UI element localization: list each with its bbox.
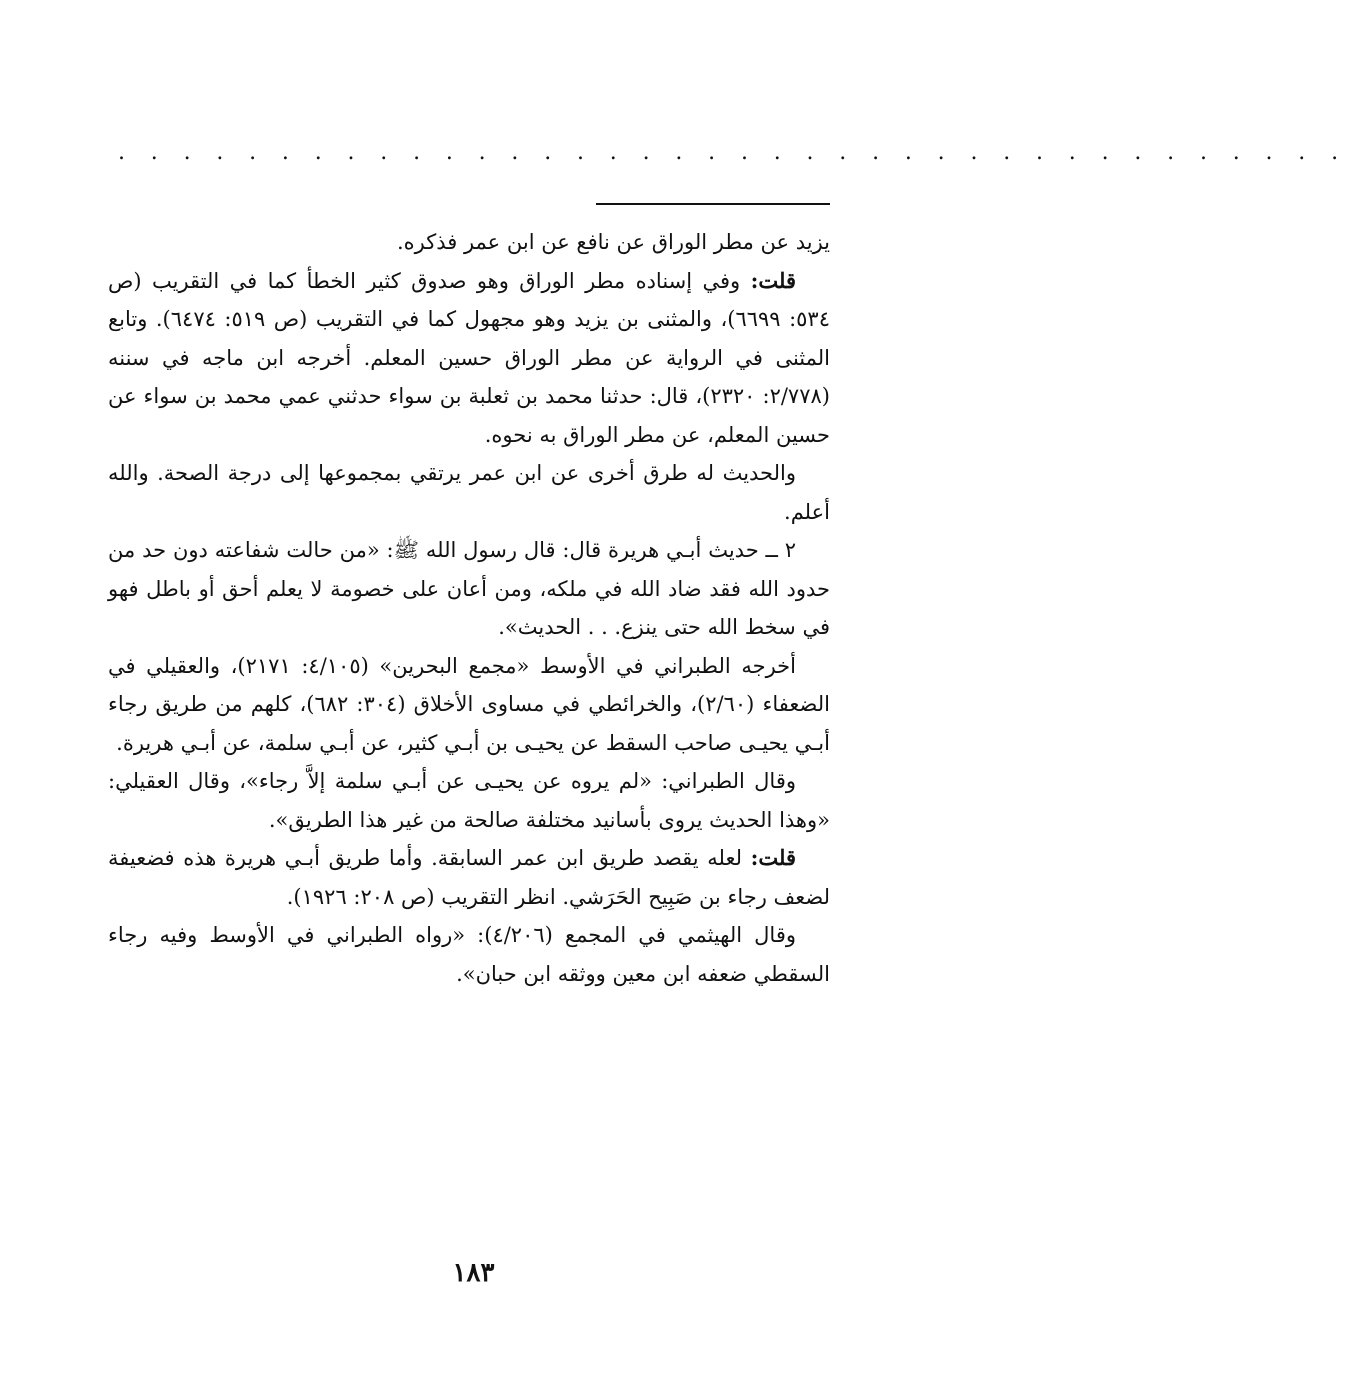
paragraph-6: وقال الطبراني: «لم يروه عن يحيـى عن أبـي سلمة إلاَّ رجاء»، وقال العقيلي: «وهذا الحديث يروى بأسانيد مختلفة صالحة من غير هذا الطريق». bbox=[108, 769, 830, 832]
separator-dots: . . . . . . . . . . . . . . . . . . . . . . . . . . . . . . . . . . . . . . bbox=[118, 140, 1348, 165]
paragraph-8: وقال الهيثمي في المجمع (٤/٢٠٦): «رواه الطبراني في الأوسط وفيه رجاء السقطي ضعفه ابن معين ووثقه ابن حبان». bbox=[108, 923, 830, 986]
paragraph-2: قلت: وفي إسناده مطر الوراق وهو صدوق كثير الخطأ كما في التقريب (ص ٥٣٤: ٦٦٩٩)، والمثنى بن يزيد وهو مجهول كما في التقريب (ص ٥١٩: ٦٤٧٤). وتابع المثنى في الرواية عن مطر الوراق حسين المعلم. أخرجه ابن ماجه في سننه (٢/٧٧٨: ٢٣٢٠)، قال: حدثنا محمد بن ثعلبة بن سواء حدثني عمي محمد بن سواء عن حسين المعلم، عن مطر الوراق به نحوه. bbox=[108, 267, 830, 447]
paragraph-5: أخرجه الطبراني في الأوسط «مجمع البحرين» (٤/١٠٥: ٢١٧١)، والعقيلي في الضعفاء (٢/٦٠)، والخرائطي في مساوى الأخلاق (٣٠٤: ٦٨٢)، كلهم من طريق رجاء أبـي يحيـى صاحب السقط عن يحيـى بن أبـي كثير، عن أبـي سلمة، عن أبـي هريرة. bbox=[108, 653, 830, 755]
qult-label: قلت: bbox=[750, 267, 796, 293]
paragraph-1: يزيد عن مطر الوراق عن نافع عن ابن عمر فذكره. bbox=[396, 230, 830, 254]
qult-label: قلت: bbox=[750, 845, 796, 870]
page-number: ١٨٣ bbox=[452, 1258, 495, 1288]
paragraph-4: ٢ ــ حديث أبـي هريرة قال: قال رسول الله ﷺ: «من حالت شفاعته دون حد من حدود الله فقد ضاد الله في ملكه، ومن أعان على خصومة لا يعلم أحق أو باطل فهو في سخط الله حتى ينزع. . . الحديث». bbox=[108, 538, 830, 639]
paragraph-3: والحديث له طرق أخرى عن ابن عمر يرتقي بمجموعها إلى درجة الصحة. والله أعلم. bbox=[108, 461, 830, 524]
paragraph-7: قلت: لعله يقصد طريق ابن عمر السابقة. وأما طريق أبـي هريرة هذه فضعيفة لضعف رجاء بن صَبِيح الحَرَشي. انظر التقريب (ص ٢٠٨: ١٩٢٦). bbox=[108, 845, 830, 909]
footnote-rule bbox=[596, 203, 830, 205]
footnote-body bbox=[108, 223, 830, 993]
